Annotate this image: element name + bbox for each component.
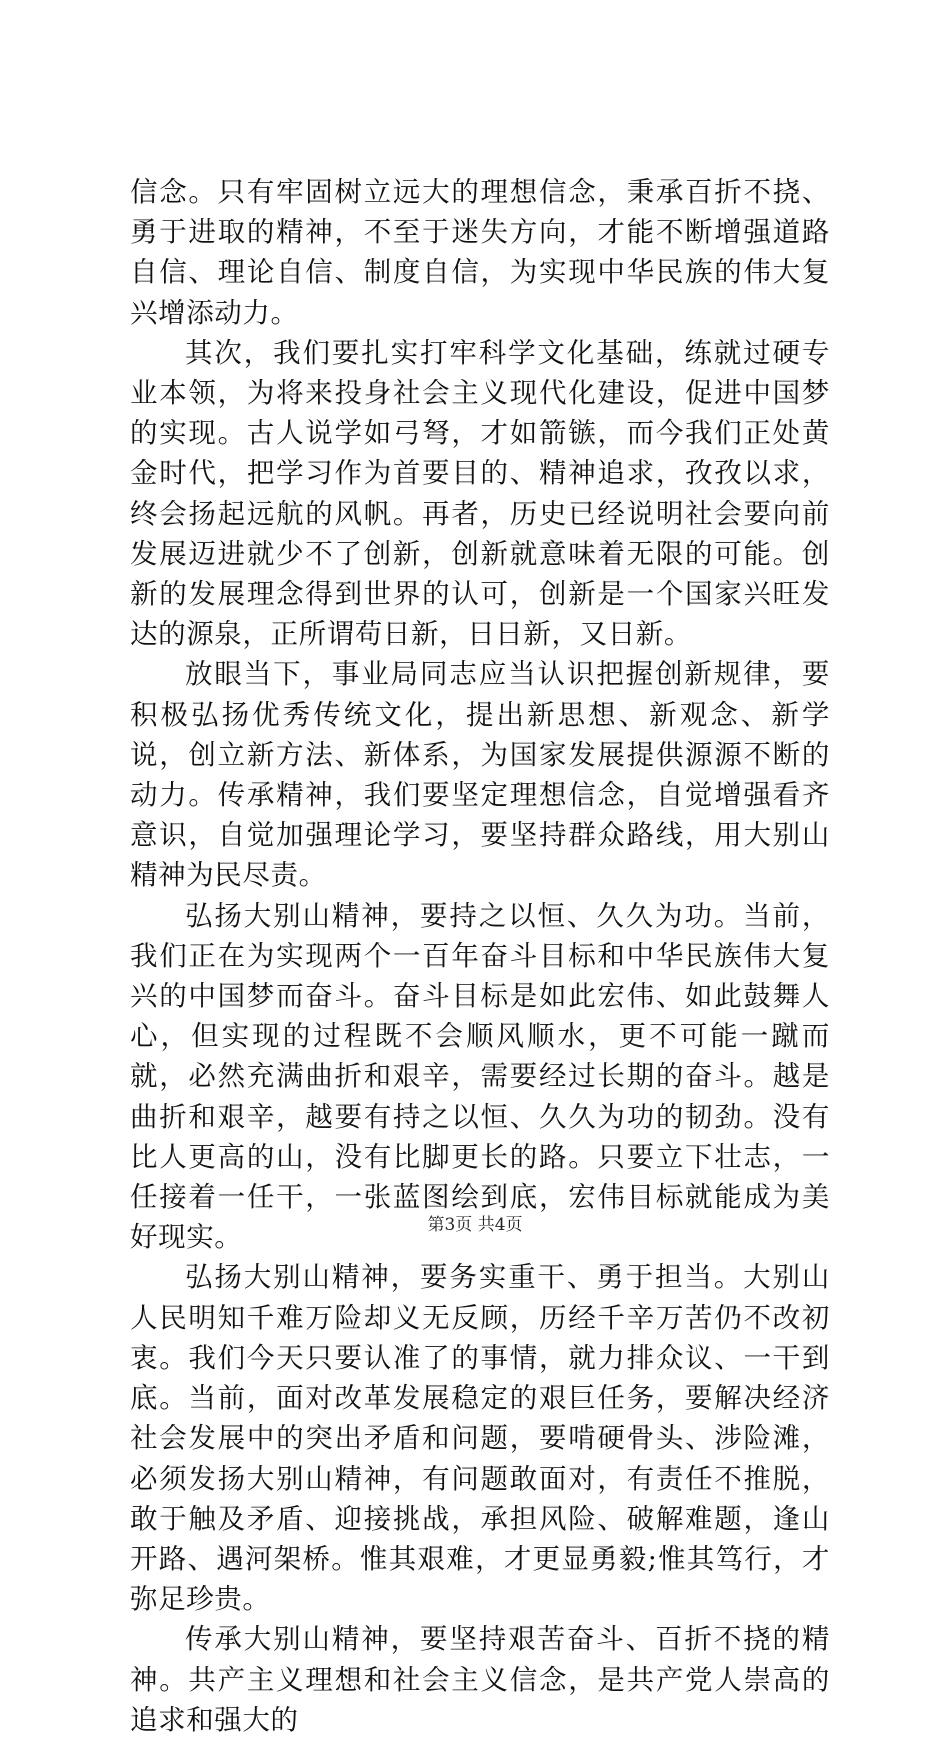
paragraph-4: 弘扬大别山精神，要持之以恒、久久为功。当前，我们正在为实现两个一百年奋斗目标和中华民族伟大复兴的中国梦而奋斗。奋斗目标是如此宏伟、如此鼓舞人心，但实现的过程既不会顺风顺水，更不可能一蹴而就，必然充满曲折和艰辛，需要经过长期的奋斗。越是曲折和艰辛，越要有持之以恒、久久为功的韧劲。没有比人更高的山，没有比脚更长的路。只要立下壮志，一任接着一任干，一张蓝图绘到底，宏伟目标就能成为美好现实。 (130, 899, 830, 1254)
paragraph-5: 弘扬大别山精神，要务实重干、勇于担当。大别山人民明知千难万险却义无反顾，历经千辛万苦仍不改初衷。我们今天只要认准了的事情，就力排众议、一干到底。当前，面对改革发展稳定的艰巨任务，要解决经济社会发展中的突出矛盾和问题，要啃硬骨头、涉险滩，必须发扬大别山精神，有问题敢面对，有责任不推脱，敢于触及矛盾、迎接挑战，承担风险、破解难题，逢山开路、遇河架桥。惟其艰难，才更显勇毅;惟其笃行，才弥足珍贵。 (130, 1261, 830, 1616)
paragraph-3: 放眼当下，事业局同志应当认识把握创新规律，要积极弘扬优秀传统文化，提出新思想、新观念、新学说，创立新方法、新体系，为国家发展提供源源不断的动力。传承精神，我们要坚定理想信念，自觉增强看齐意识，自觉加强理论学习，要坚持群众路线，用大别山精神为民尽责。 (130, 658, 830, 892)
paragraph-6: 传承大别山精神，要坚持艰苦奋斗、百折不挠的精神。共产主义理想和社会主义信念，是共产党人崇高的追求和强大的 (130, 1623, 830, 1736)
paragraph-2: 其次，我们要扎实打牢科学文化基础，练就过硬专业本领，为将来投身社会主义现代化建设，促进中国梦的实现。古人说学如弓弩，才如箭镞，而今我们正处黄金时代，把学习作为首要目的、精神追求，孜孜以求，终会扬起远航的风帆。再者，历史已经说明社会要向前发展迈进就少不了创新，创新就意味着无限的可能。创新的发展理念得到世界的认可，创新是一个国家兴旺发达的源泉，正所谓苟日新，日日新，又日新。 (130, 336, 830, 651)
page-number-footer: 第3页 共4页 (427, 1215, 523, 1235)
body-text (130, 172, 830, 1740)
paragraph-1: 信念。只有牢固树立远大的理想信念，秉承百折不挠、勇于进取的精神，不至于迷失方向，才能不断增强道路自信、理论自信、制度自信，为实现中华民族的伟大复兴增添动力。 (130, 176, 830, 329)
